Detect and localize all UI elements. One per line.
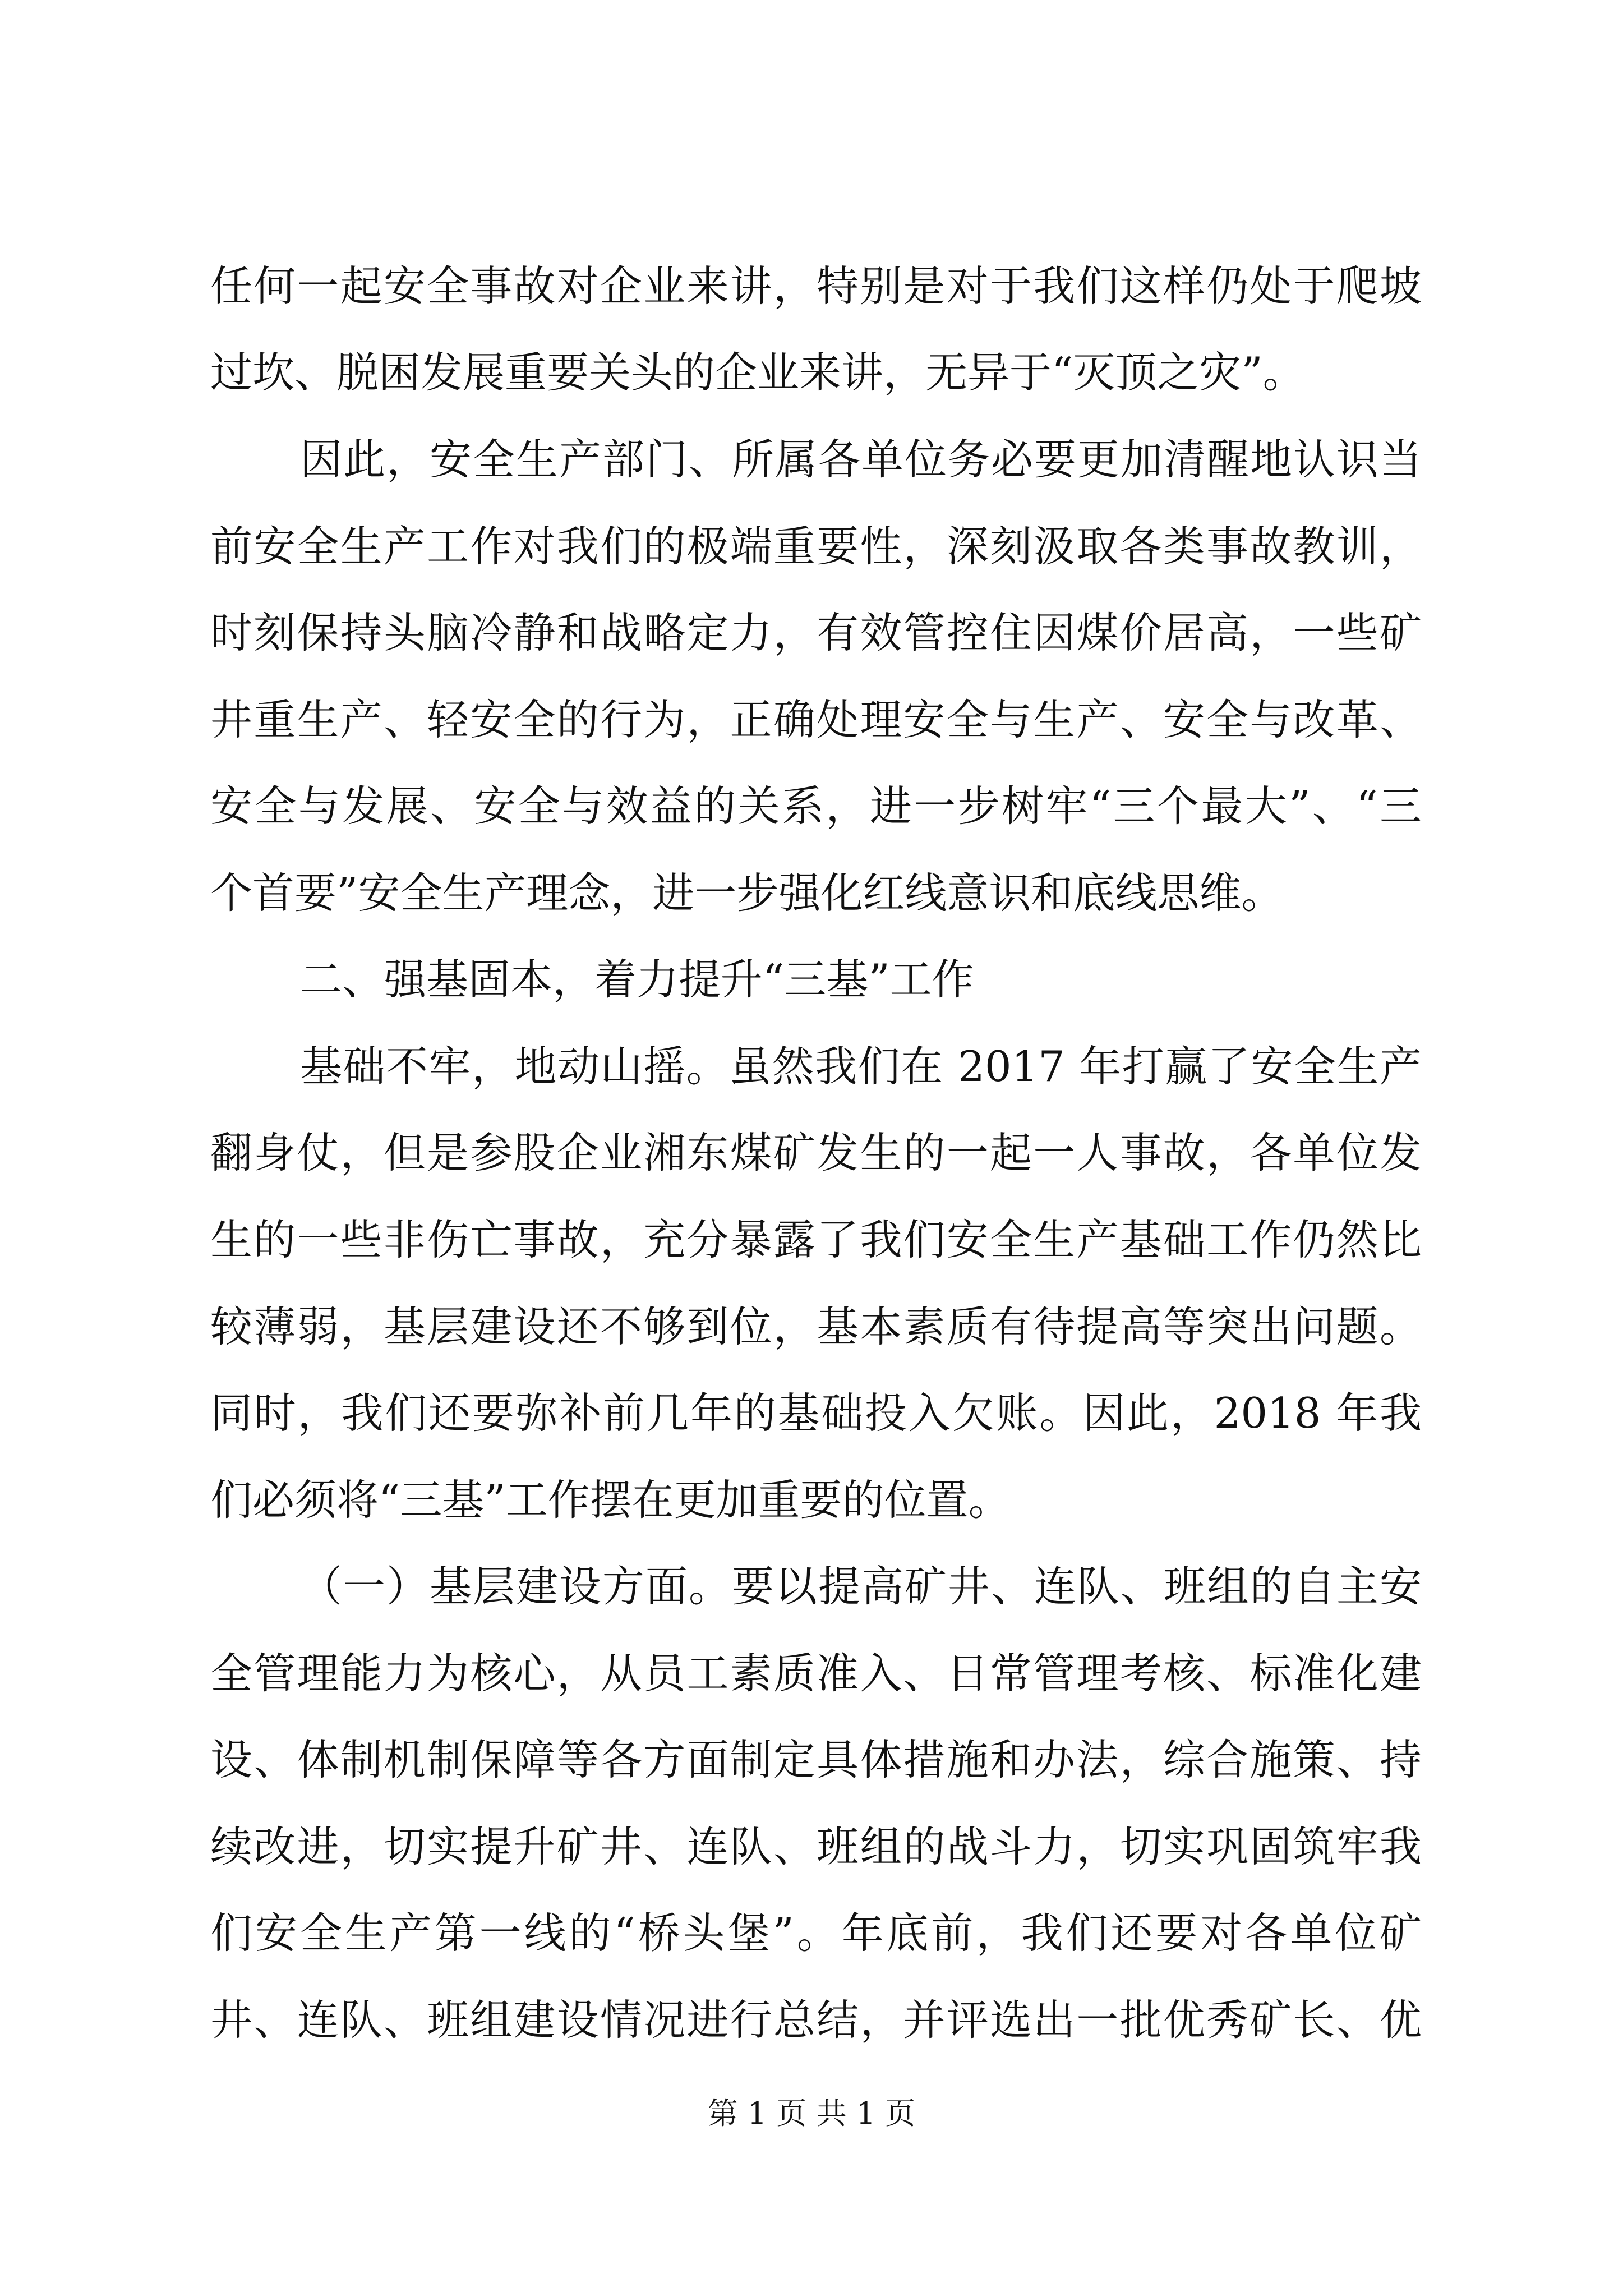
- text-line: 翻身仗，但是参股企业湘东煤矿发生的一起一人事故，各单位发: [210, 1128, 1422, 1177]
- text-line: 井、连队、班组建设情况进行总结，并评选出一批优秀矿长、优: [210, 1995, 1422, 2045]
- text-line: 生的一些非伤亡事故，充分暴露了我们安全生产基础工作仍然比: [210, 1215, 1422, 1264]
- text-line: 们必须将“三基”工作摆在更加重要的位置。: [210, 1475, 1011, 1525]
- text-line: 们安全生产第一线的“桥头堡”。年底前，我们还要对各单位矿: [210, 1908, 1422, 1958]
- text-line: 安全与发展、安全与效益的关系，进一步树牢“三个最大”、“三: [210, 781, 1422, 831]
- page-footer: [0, 2091, 1623, 2136]
- text-line: 时刻保持头脑冷静和战略定力，有效管控住因煤价居高，一些矿: [210, 608, 1422, 657]
- page-number-label: 第 1 页 共 1 页: [707, 2096, 916, 2131]
- text-line: 前安全生产工作对我们的极端重要性，深刻汲取各类事故教训，: [210, 522, 1422, 571]
- text-line: 个首要”安全生产理念，进一步强化红线意识和底线思维。: [210, 868, 1284, 918]
- text-line: 任何一起安全事故对企业来讲，特别是对于我们这样仍处于爬坡: [210, 261, 1422, 311]
- text-line: 过坎、脱困发展重要关头的企业来讲，无异于“灭顶之灾”。: [210, 348, 1305, 397]
- text-line: 同时，我们还要弥补前几年的基础投入欠账。因此，2018 年我: [210, 1388, 1422, 1438]
- text-line: 较薄弱，基层建设还不够到位，基本素质有待提高等突出问题。: [210, 1302, 1422, 1351]
- paragraph-start-line: 基础不牢，地动山摇。虽然我们在 2017 年打赢了安全生产: [300, 1042, 1422, 1091]
- text-line: 续改进，切实提升矿井、连队、班组的战斗力，切实巩固筑牢我: [210, 1822, 1422, 1871]
- paragraph-start-line: 因此，安全生产部门、所属各单位务必要更加清醒地认识当: [300, 435, 1422, 484]
- section-heading: 二、强基固本，着力提升“三基”工作: [300, 955, 974, 1004]
- text-line: 井重生产、轻安全的行为，正确处理安全与生产、安全与改革、: [210, 695, 1422, 744]
- text-line: 全管理能力为核心，从员工素质准入、日常管理考核、标准化建: [210, 1649, 1422, 1698]
- text-line: 设、体制机制保障等各方面制定具体措施和办法，综合施策、持: [210, 1735, 1422, 1784]
- paragraph-start-line: （一）基层建设方面。要以提高矿井、连队、班组的自主安: [300, 1562, 1422, 1611]
